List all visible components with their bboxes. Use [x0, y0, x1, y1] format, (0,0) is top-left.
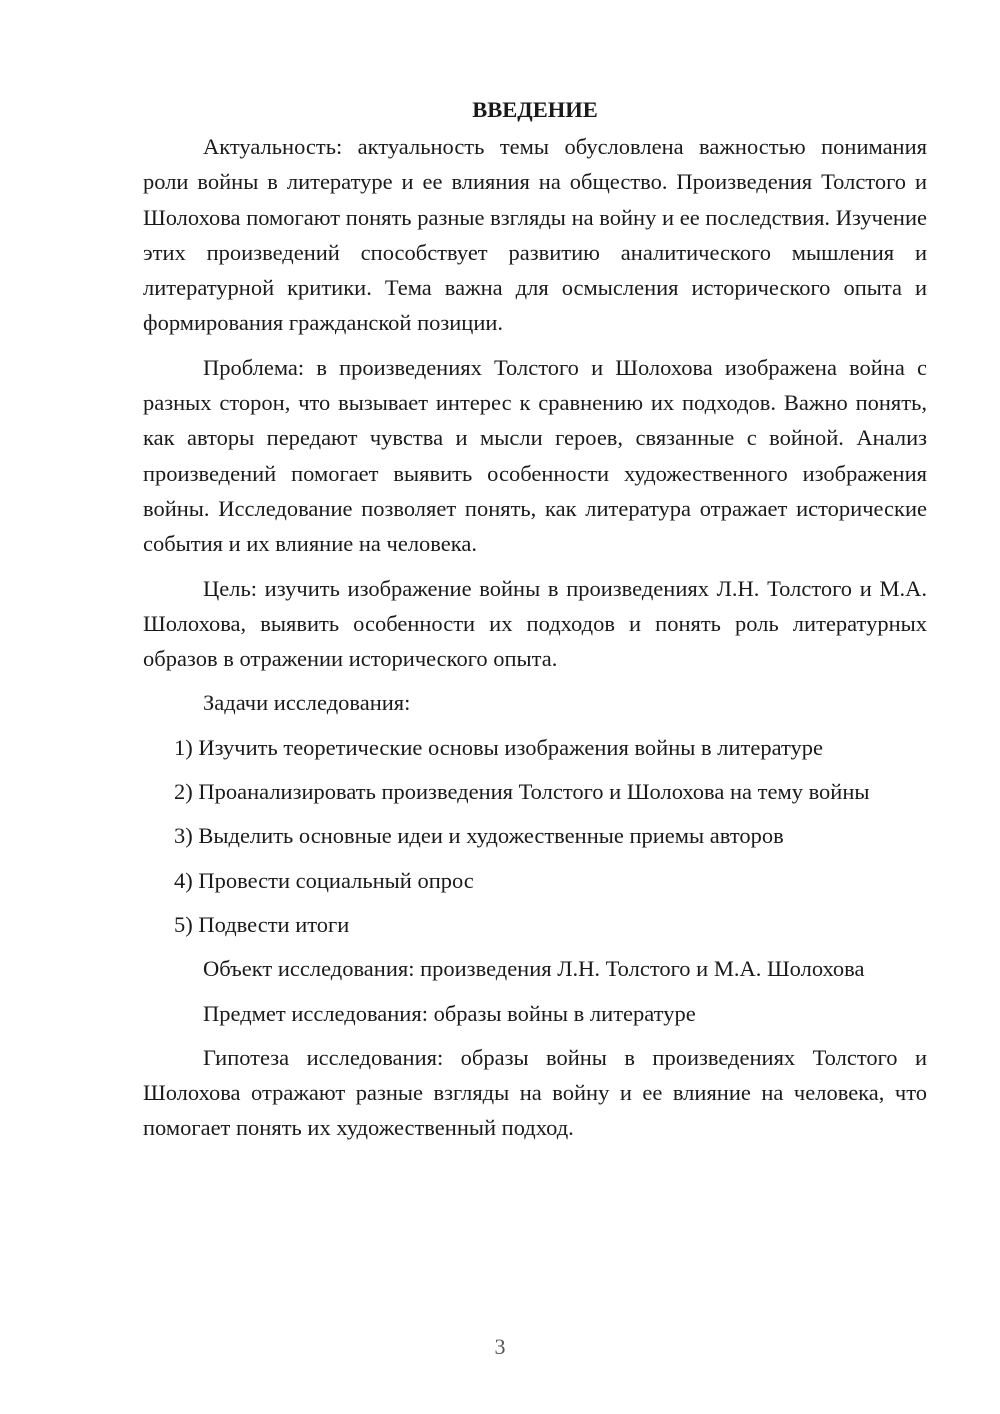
- page-title: ВВЕДЕНИЕ: [472, 97, 598, 122]
- task-item: 1) Изучить теоретические основы изображения войны в литературе: [174, 734, 824, 760]
- page-number: 3: [494, 1334, 506, 1359]
- task-item: 4) Провести социальный опрос: [174, 867, 474, 893]
- object-paragraph: Объект исследования: произведения Л.Н. Толстого и М.А. Шолохова: [203, 956, 865, 982]
- tasks-heading: Задачи исследования:: [203, 690, 411, 716]
- task-item: 5) Подвести итоги: [174, 911, 350, 937]
- problem-paragraph: Проблема: в произведениях Толстого и Шолохова изображена война с разных сторон, что вызывает интерес к сравнению их подходов. Важно понять, как авторы передают чувства и мысли героев, связанные с войной. Анализ произведений помогает выявить особенности художественного изображения войны. Исследование позволяет понять, как литература отражает исторические события и их влияние на человека.: [143, 354, 927, 557]
- task-item: 3) Выделить основные идеи и художественные приемы авторов: [174, 823, 784, 849]
- document-page: [143, 92, 927, 1155]
- relevance-paragraph: Актуальность: актуальность темы обусловлена важностью понимания роли войны в литературе и ее влияния на общество. Произведения Толстого и Шолохова помогают понять разные взгляды на войну и ее последствия. Изучение этих произведений способствует развитию аналитического мышления и литературной критики. Тема важна для осмысления исторического опыта и формирования гражданской позиции.: [143, 134, 927, 336]
- task-item: 2) Проанализировать произведения Толстого и Шолохова на тему войны: [174, 779, 870, 805]
- goal-paragraph: Цель: изучить изображение войны в произведениях Л.Н. Толстого и М.А. Шолохова, выявить особенности их подходов и понять роль литературных образов в отражении исторического опыта.: [143, 575, 927, 672]
- subject-paragraph: Предмет исследования: образы войны в литературе: [203, 1000, 696, 1026]
- hypothesis-paragraph: Гипотеза исследования: образы войны в произведениях Толстого и Шолохова отражают разные взгляды на войну и ее влияние на человека, что помогает понять их художественный подход.: [143, 1044, 927, 1141]
